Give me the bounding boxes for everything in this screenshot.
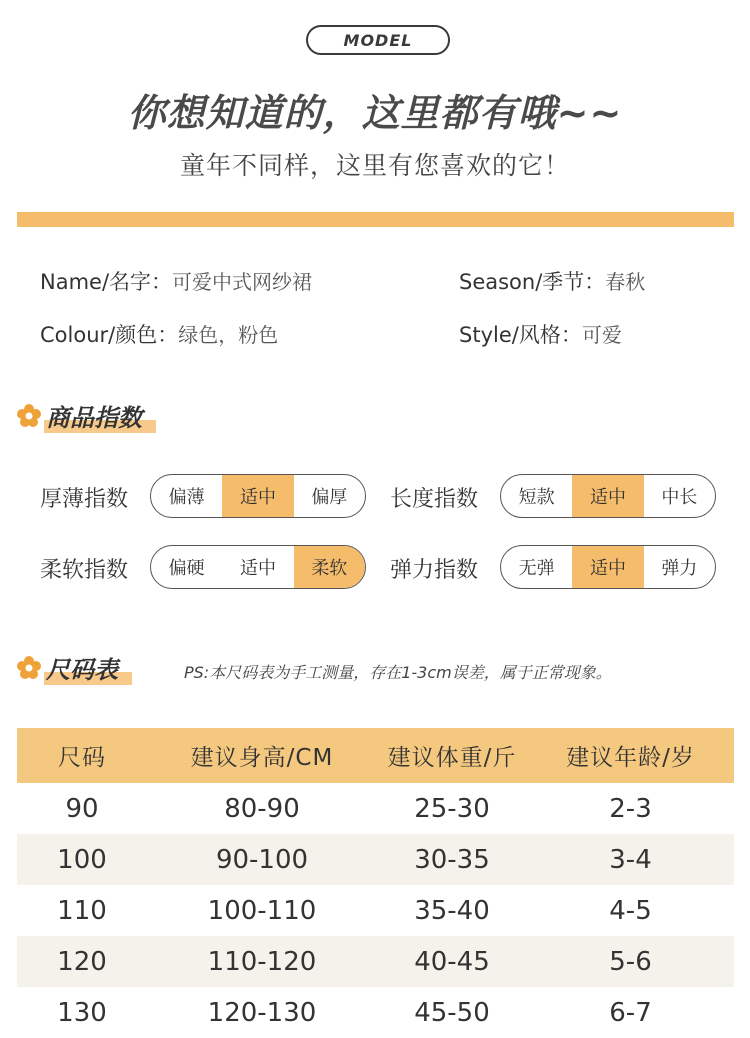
page-headline: 你想知道的，这里都有哦~~ [127, 91, 623, 135]
index-option: 适中 [572, 475, 643, 517]
table-cell: 2-3 [609, 793, 652, 824]
table-cell: 110-120 [147, 936, 377, 987]
table-cell: 120 [17, 936, 147, 987]
table-cell: 100-110 [207, 895, 317, 926]
index-option: 适中 [572, 546, 643, 588]
table-cell: 30-35 [377, 834, 527, 885]
section-title-size-chart [16, 650, 132, 685]
index-selector-thickness [150, 474, 366, 518]
index-option: 偏薄 [168, 487, 205, 508]
table-header-cell: 尺码 [17, 728, 147, 783]
table-row [17, 783, 734, 834]
table-cell: 25-30 [414, 793, 490, 824]
index-selector-length [500, 474, 716, 518]
table-row [17, 834, 734, 885]
table-header-cell: 建议身高/CM [147, 728, 377, 783]
index-selector-softness [150, 545, 366, 589]
index-option: 无弹 [518, 558, 555, 579]
table-row [17, 987, 734, 1038]
index-label-elasticity: 弹力指数 [390, 558, 479, 583]
index-option: 适中 [222, 475, 293, 517]
info-style-value: 可爱 [581, 323, 622, 347]
table-cell: 120-130 [207, 997, 317, 1028]
info-style-label: Style/风格： [459, 323, 582, 347]
index-selector-elasticity [500, 545, 716, 589]
table-cell: 110 [57, 895, 107, 926]
section-title-text: 商品指数 [44, 398, 156, 433]
info-colour-label: Colour/颜色： [40, 323, 179, 347]
table-header-cell: 建议体重/斤 [377, 728, 527, 783]
table-cell: 4-5 [609, 895, 652, 926]
divider-bar [17, 212, 734, 227]
page-subheadline: 童年不同样，这里有您喜欢的它！ [179, 151, 570, 180]
info-colour [40, 319, 278, 349]
table-cell: 3-4 [527, 834, 734, 885]
table-cell: 40-45 [377, 936, 527, 987]
info-style [459, 319, 622, 349]
index-label-softness: 柔软指数 [40, 558, 129, 583]
index-option: 弹力 [661, 558, 698, 579]
info-name [40, 266, 312, 296]
index-option: 中长 [661, 487, 698, 508]
table-row [17, 885, 734, 936]
index-option: 适中 [239, 558, 276, 579]
index-label-thickness: 厚薄指数 [40, 487, 129, 512]
info-season [459, 266, 645, 296]
info-name-label: Name/名字： [40, 270, 173, 294]
section-title-text: 尺码表 [44, 650, 132, 685]
info-name-value: 可爱中式网纱裙 [172, 270, 313, 294]
table-cell: 80-90 [224, 793, 300, 824]
section-title-product-index [16, 398, 156, 433]
flower-icon [16, 403, 42, 429]
model-badge: MODEL [306, 25, 450, 55]
table-cell: 6-7 [609, 997, 652, 1028]
size-table [17, 728, 734, 1038]
table-header-cell: 建议年龄/岁 [527, 728, 734, 783]
info-season-label: Season/季节： [459, 270, 606, 294]
table-header-row [17, 728, 734, 783]
table-cell: 5-6 [527, 936, 734, 987]
table-cell: 130 [57, 997, 107, 1028]
index-option: 偏厚 [311, 487, 348, 508]
table-cell: 90-100 [147, 834, 377, 885]
index-option: 短款 [518, 487, 555, 508]
info-season-value: 春秋 [605, 270, 646, 294]
info-colour-value: 绿色，粉色 [178, 323, 279, 347]
table-cell: 45-50 [414, 997, 490, 1028]
table-cell: 35-40 [414, 895, 490, 926]
table-row [17, 936, 734, 987]
index-option: 偏硬 [168, 558, 205, 579]
flower-icon [16, 655, 42, 681]
index-label-length: 长度指数 [390, 487, 479, 512]
table-cell: 90 [65, 793, 99, 824]
size-chart-note: PS:本尺码表为手工测量，存在1-3cm误差，属于正常现象。 [184, 663, 612, 682]
table-cell: 100 [17, 834, 147, 885]
index-option: 柔软 [294, 546, 365, 588]
